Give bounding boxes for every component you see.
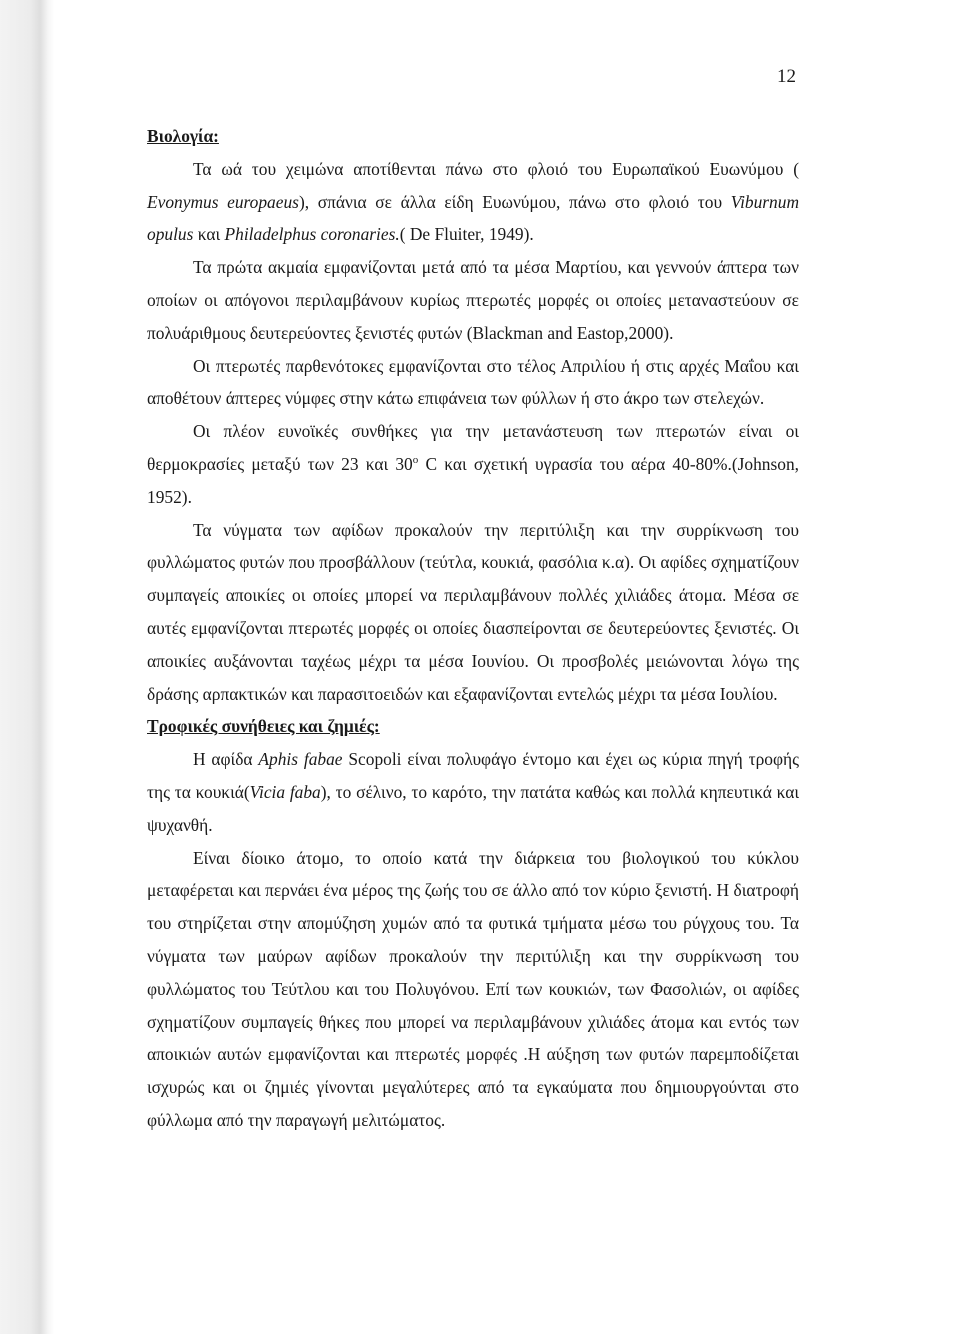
paragraph-winged-parthenogenetic: Οι πτερωτές παρθενότοκες εμφανίζονται στο τέλος Απριλίου ή στις αρχές Μαΐου και αποθέτουν άπτερες νύμφες στην κάτω επιφάνεια των φύλλων ή στο άκρο των στελεχών. — [147, 355, 799, 409]
paragraph-winter-eggs: Τα ωά του χειμώνα αποτίθενται πάνω στο φλοιό του Ευρωπαϊκού Ευωνύμου ( Evonymus europaeus), σπάνια σε άλλα είδη Ευωνύμου, πάνω στο φλοιό του Viburnum opulus και Philadelphus coronaries.( De Fluiter, 1949). — [147, 158, 800, 245]
paragraph-host-plants: Η αφίδα Aphis fabae Scopoli είναι πολυφάγο έντομο και έχει ως κύρια πηγή τροφής της τα κουκιά(Vicia faba), το σέλινο, το καρότο, την πατάτα καθώς και πολλά κηπευτικά και ψυχανθή. — [147, 749, 799, 835]
document-body — [147, 120, 799, 1137]
scan-margin-shadow — [0, 0, 54, 1334]
paragraph-migration-conditions: Οι πλέον ευνοϊκές συνθήκες για την μετανάστευση των πτερωτών είναι οι θερμοκρασίες μεταξύ των 23 και 30$^o$ C και σχετική υγρασία του αέρα 40-80%.(Johnson, 1952). — [147, 421, 799, 507]
section-heading-feeding: Τροφικές συνήθειες και ζημιές: — [147, 716, 380, 737]
page-number: 12 — [777, 66, 796, 87]
paragraph-aphid-damage: Τα νύγματα των αφίδων προκαλούν την περιτύλιξη και την συρρίκνωση του φυλλώματος φυτών που προσβάλλουν (τεύτλα, κουκιά, φασόλια κ.α). Οι αφίδες σχηματίζουν συμπαγείς αποικίες οι οποίες μπορεί να περιλαμβάνουν πολλές χιλιάδες άτομα. Μέσα σε αυτές εμφανίζονται πτερωτές μορφές οι οποίες διασπείρονται σε δευτερεύοντες ξενιστές. Οι αποικίες αυξάνονται ταχέως μέχρι τα μέσα Ιουνίου. Οι προσβολές μειώνονται λόγω της δράσης αρπακτικών και παρασιτοειδών και εξαφανίζονται εντελώς μέχρι τα μέσα Ιουλίου. — [147, 519, 799, 704]
section-heading-biology: Βιολογία: — [147, 126, 219, 146]
paragraph-first-adults: Τα πρώτα ακμαία εμφανίζονται μετά από τα μέσα Μαρτίου, και γεννούν άπτερα των οποίων οι απόγονοι περιλαμβάνουν κυρίως πτερωτές μορφές οι οποίες μεταναστεύουν σε πολυάριθμους δευτερεύοντες ξενιστές φυτών (Blackman and Eastop,2000). — [147, 257, 799, 343]
paragraph-dioecious-lifecycle: Είναι δίοικο άτομο, το οποίο κατά την διάρκεια του βιολογικού του κύκλου μεταφέρεται και περνάει ένα μέρος της ζωής του σε άλλο από τον κύριο ξενιστή. Η διατροφή του στηρίζεται στην απομύζηση χυμών από τα φυτικά τμήματα μέσω του ρύγχους του. Τα νύγματα των μαύρων αφίδων προκαλούν την περιτύλιξη και την συρρίκνωση του φυλλώματος του Τεύτλου και του Πολυγόνου. Επί των κουκιών, των Φασολιών, οι αφίδες σχηματίζουν συμπαγείς θήκες που μπορεί να περιλαμβάνουν χιλιάδες άτομα και εντός των αποικιών αυτών εμφανίζονται και πτερωτές μορφές .Η αύξηση των φυτών παρεμποδίζεται ισχυρώς και οι ζημιές γίνονται μεγαλύτερες από τα εγκαύματα που δημιουργούνται στο φύλλωμα από την παραγωγή μελιτώματος. — [147, 847, 799, 1130]
